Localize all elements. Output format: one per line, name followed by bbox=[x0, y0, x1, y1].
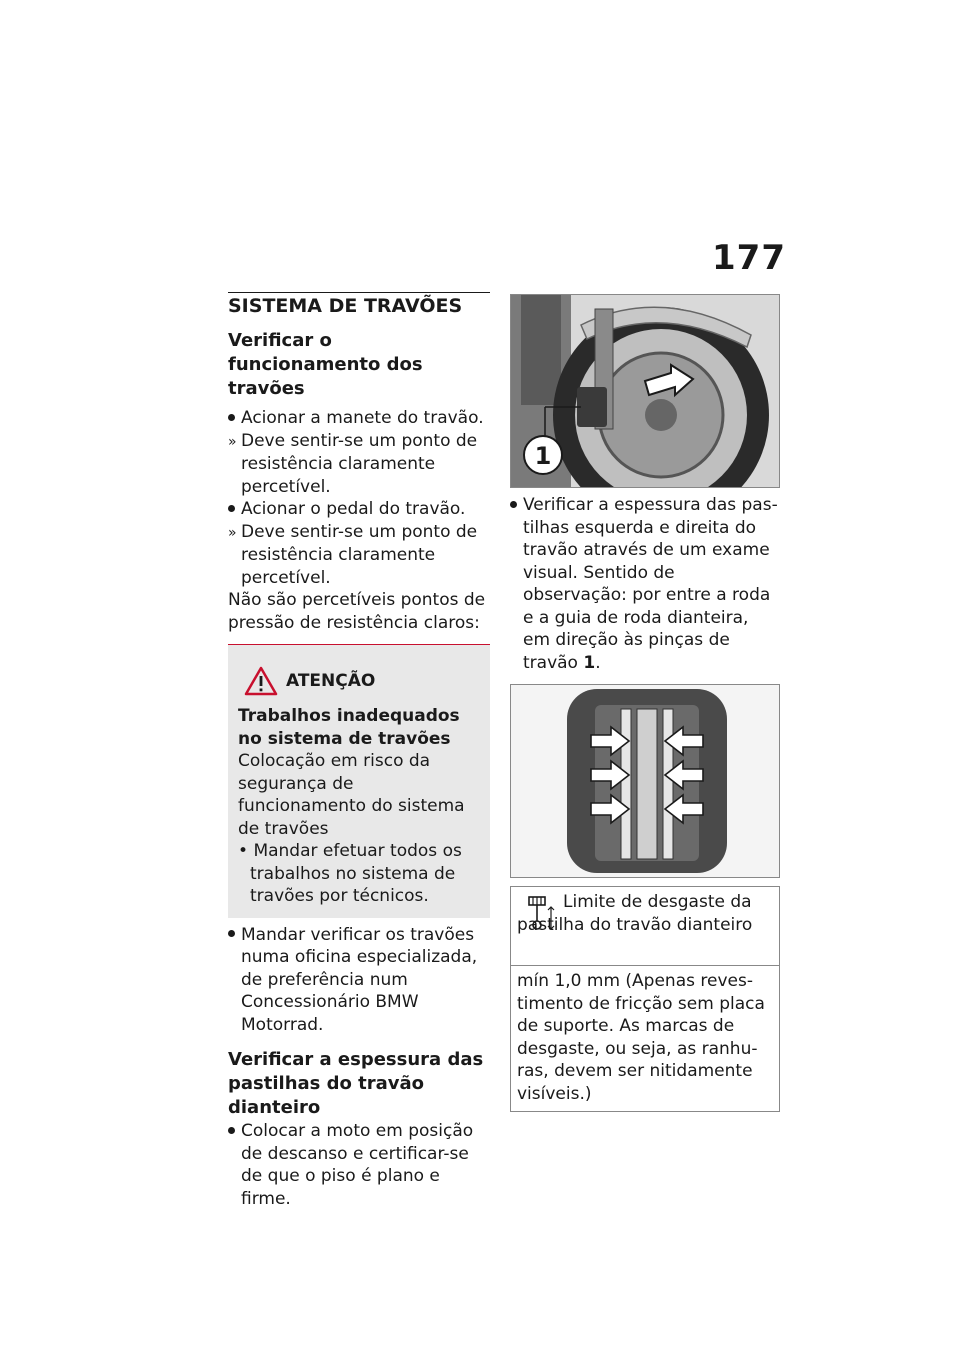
heading-pad-thickness: Verificar a espessura das pastilhas do travão dianteiro bbox=[228, 1049, 484, 1118]
step-brake-pedal-text: Acionar o pedal do travão. bbox=[241, 499, 466, 519]
wear-limit-table bbox=[510, 886, 780, 1112]
section-title: SISTEMA DE TRAVÕES bbox=[228, 292, 490, 323]
step-workshop-text: Mandar verificar os travões numa oficina especializada, de preferência num Concessionário BMW Motorrad. bbox=[241, 924, 478, 1035]
wear-limit-title: Limite de desgaste da pastilha do travão dianteiro bbox=[517, 892, 753, 935]
front-wheel-illustration bbox=[511, 295, 779, 487]
heading-brake-function: Verificar o funcionamento dos travões bbox=[228, 330, 423, 399]
page-number: 177 bbox=[712, 238, 786, 278]
wear-limit-value: mín 1,0 mm (Apenas revestimento de fricção sem placa de suporte. As marcas de desgaste, ou seja, as ranhuras, devem ser nitidamente visíveis.) bbox=[517, 971, 765, 1104]
step-visual-check-ref: 1 bbox=[583, 652, 596, 673]
warning-box bbox=[228, 644, 490, 918]
step-stand bbox=[228, 1120, 490, 1210]
step-brake-lever-text: Acionar a manete do travão. bbox=[241, 408, 484, 428]
step-workshop bbox=[228, 924, 490, 1037]
bullet-dot-icon bbox=[228, 1127, 235, 1134]
step-stand-text: Colocar a moto em posição de descanso e certificar-se de que o piso é plano e firme. bbox=[241, 1121, 474, 1209]
brake-pad-photo bbox=[510, 684, 780, 878]
note-text: Não são percetíveis pontos de pressão de resistência claros: bbox=[228, 590, 486, 633]
warning-header bbox=[238, 663, 480, 699]
bullet-dot-icon bbox=[228, 505, 235, 512]
wear-limit-header bbox=[511, 887, 779, 966]
wear-limit-gauge-icon bbox=[525, 895, 557, 931]
warning-triangle-icon bbox=[244, 666, 278, 696]
step-brake-lever bbox=[228, 407, 490, 430]
result-brake-pedal bbox=[228, 521, 490, 590]
warning-action-text: Mandar efetuar todos os trabalhos no sistema de travões por técnicos. bbox=[250, 841, 462, 906]
warning-text: Colocação em risco da segurança de funcionamento do sistema de travões bbox=[238, 751, 465, 839]
warning-title: Trabalhos inadequados no sistema de travões bbox=[238, 706, 460, 749]
bullet-dot-icon bbox=[510, 501, 517, 508]
front-wheel-photo bbox=[510, 294, 780, 488]
result-arrow-icon: » bbox=[228, 433, 237, 450]
bullet-dot-icon bbox=[228, 414, 235, 421]
photo-callout-number: 1 bbox=[534, 442, 552, 470]
step-visual-check-text: Verificar a espessura das pastilhas esquerda e direita do travão através de um exame visual. Sentido de observação: por entre a roda e a guia de roda dianteira, em direção às pinças de travão bbox=[523, 495, 778, 673]
step-visual-check-end: . bbox=[595, 652, 601, 673]
warning-label: ATENÇÃO bbox=[286, 671, 376, 691]
right-column bbox=[510, 294, 780, 1112]
left-column bbox=[228, 292, 490, 1210]
warning-action: • Mandar efetuar todos os trabalhos no sistema de travões por técnicos. bbox=[238, 841, 462, 906]
brake-pad-illustration bbox=[511, 685, 779, 877]
result-brake-lever bbox=[228, 430, 490, 499]
result-arrow-icon: » bbox=[228, 524, 237, 541]
bullet-dot-icon bbox=[228, 930, 235, 937]
result-brake-pedal-text: Deve sentir-se um ponto de resistência claramente percetível. bbox=[241, 521, 478, 588]
step-visual-check bbox=[510, 494, 780, 674]
step-brake-pedal bbox=[228, 498, 490, 521]
result-brake-lever-text: Deve sentir-se um ponto de resistência claramente percetível. bbox=[241, 430, 478, 497]
